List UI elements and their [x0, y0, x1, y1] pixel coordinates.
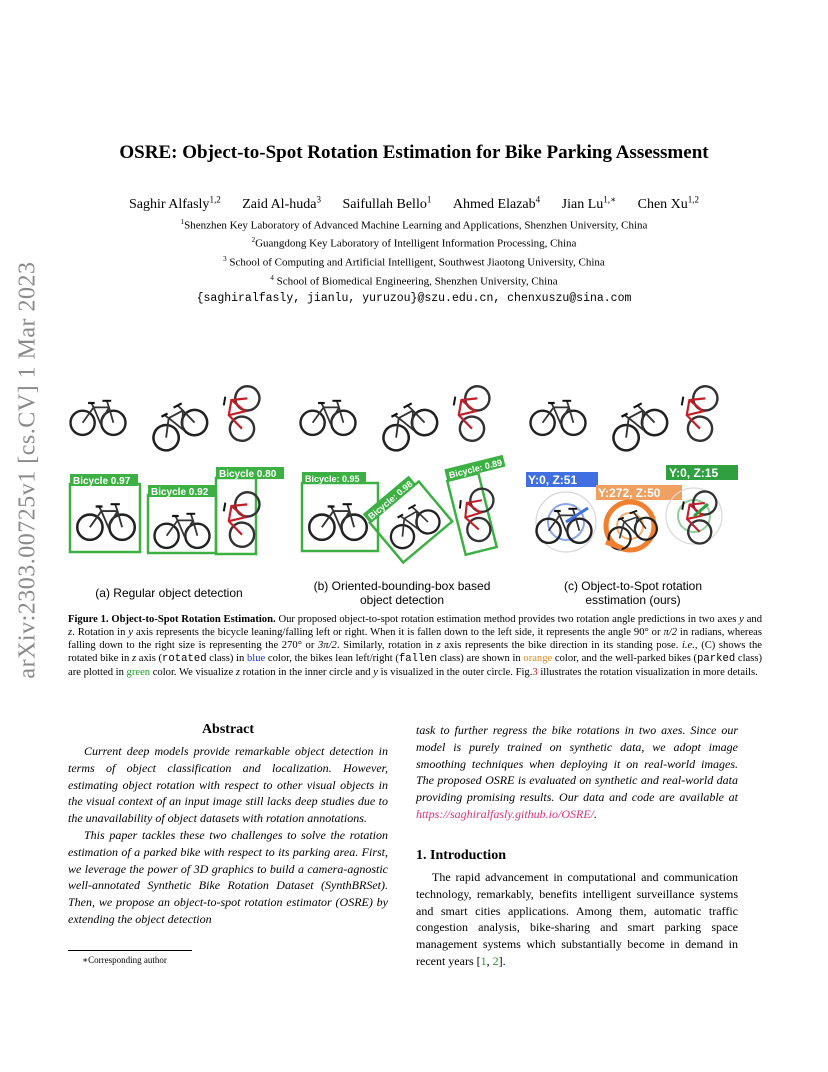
panel-c-rotations [526, 465, 738, 552]
panel-a-detections [70, 467, 284, 554]
rotation-label: Y:272, Z:50 [598, 486, 661, 500]
figure-caption: Figure 1. Object-to-Spot Rotation Estimation. Our proposed object-to-spot rotation estimation method provides two rotation angle predictions in two axes y and z. Rotation in y axis represents the bicycle leaning/falling left or right. When it is fallen down to the left side, it represents the angle 90° or π/2 in radians, whereas falling down to the right size is representing the 270° or 3π/2. Similarly, rotation in z axis represents the bike direction in its standing pose. i.e., (C) shows the rotated bike in z axis (rotated class) in blue color, the bikes lean left/right (fallen class) are shown in orange color, and the well-parked bikes (parked class) are plotted in green color. We visualize z rotation in the inner circle and y is visualized in the outer circle. Fig.3 illustrates the rotation visualization in more details. [68, 614, 763, 678]
abstract-continued: task to further regress the bike rotations in two axes. Since our model is purely trained on synthetic data, we adopt image smoothing techniques when deploying it on real-world images. The proposed OSRE is evaluated on synthetic and real-world data providing promising results. Our data and code are available at https://saghiralfasly.github.io/OSRE/. [416, 723, 738, 821]
author: Saghir Alfasly$^{1,2}$ [128, 194, 221, 212]
citation-link[interactable]: 1 [480, 953, 487, 968]
affiliation: $^3$ School of Computing and Artificial Intelligent, Southwest Jiaotong University, China [223, 255, 605, 269]
detection-label: Bicycle: 0.89 [447, 457, 504, 481]
author: Zaid Al-huda$^3$ [242, 194, 321, 212]
rotation-label: Y:0, Z:51 [528, 473, 578, 487]
affiliation: $^1$Shenzhen Key Laboratory of Advanced Machine Learning and Applications, Shenzhen University, China [180, 218, 648, 232]
author: Chen Xu$^{1,2}$ [637, 194, 700, 212]
bike-image [301, 401, 356, 435]
panel-b-bikes [301, 383, 492, 455]
citation-link[interactable]: 2 [492, 953, 499, 968]
panel-c-bikes [531, 383, 720, 455]
arxiv-side-label: arXiv:2303.00725v1 [cs.CV] 1 Mar 2023 [14, 261, 41, 679]
bike-image [144, 396, 212, 454]
paper-title: OSRE: Object-to-Spot Rotation Estimation for Bike Parking Assessment [119, 142, 709, 163]
affiliation: $^2$Guangdong Key Laboratory of Intelligent Information Processing, China [251, 236, 577, 250]
author-emails: {saghiralfasly, jianlu, yuruzou}@szu.edu.cn, chenxuszu@sina.com [196, 292, 632, 305]
detection-label: Bicycle: 0.95 [305, 474, 360, 484]
author-list [60, 194, 768, 213]
rotation-label: Y:0, Z:15 [669, 466, 719, 480]
detection-label: Bicycle 0.97 [73, 476, 131, 487]
panel-c-label: (c) Object-to-Spot rotation esstimation (ours) [563, 579, 703, 607]
affiliation: $^4$ School of Biomedical Engineering, Shenzhen University, China [270, 274, 558, 288]
bike-image [309, 504, 367, 540]
panel-a-label: (a) Regular object detection [95, 586, 243, 600]
author: Jian $Lu^{1,∗}$ [561, 194, 617, 212]
bike-image [155, 514, 210, 548]
detection-label: Bicycle 0.92 [151, 487, 209, 498]
panel-a-bikes [71, 383, 262, 455]
bike-image [77, 504, 135, 540]
introduction-body: The rapid advancement in computational and communication technology, remarkably, benefits intelligent surveillance systems and smart cities applications. Among them, automatic traffic congestion analysis, bike-sharing and smart parking space management systems which substantially become in demand in recent years [1, 2]. [416, 870, 738, 968]
bike-image [218, 383, 261, 443]
rotation-arrow [606, 542, 622, 548]
code-link[interactable]: https://saghiralfasly.github.io/OSRE/ [416, 806, 595, 821]
panel-b-label: (b) Oriented-bounding-box based object detection [313, 579, 491, 607]
bike-image [448, 383, 491, 443]
author: Saifullah Bello$^1$ [342, 194, 432, 212]
detection-label: Bicycle: 0.98 [366, 478, 415, 522]
panel-b-detections [302, 455, 524, 563]
figure-1 [66, 372, 766, 578]
footnote-rule [68, 950, 192, 951]
abstract-body: Current deep models provide remarkable object detection in terms of object classification and localization. However, estimating object rotation with respect to other visual objects in the visual context of an input image still lacks deep studies due to the unavailability of object datasets with rotation annotations. This paper tackles these two challenges to solve the rotation estimation of a parked bike with respect to its parking area. First, we leverage the power of 3D graphics to build a camera-agnostic well-annotated Synthetic Bike Rotation Dataset (SynthBRSet). Then, we propose an object-to-spot rotation estimator (OSRE) by extending the object detection [68, 744, 388, 926]
author: Ahmed Elazab$^4$ [452, 194, 541, 212]
bike-image [374, 396, 442, 454]
bike-image [604, 396, 672, 454]
oriented-box [447, 473, 496, 554]
bike-image [676, 383, 719, 443]
footnote: ∗Corresponding author [82, 955, 167, 965]
bike-image [71, 401, 126, 435]
abstract-heading: Abstract [201, 722, 255, 737]
section-heading-introduction: 1. Introduction [416, 848, 506, 863]
detection-label: Bicycle 0.80 [219, 469, 277, 480]
bike-image [531, 401, 586, 435]
